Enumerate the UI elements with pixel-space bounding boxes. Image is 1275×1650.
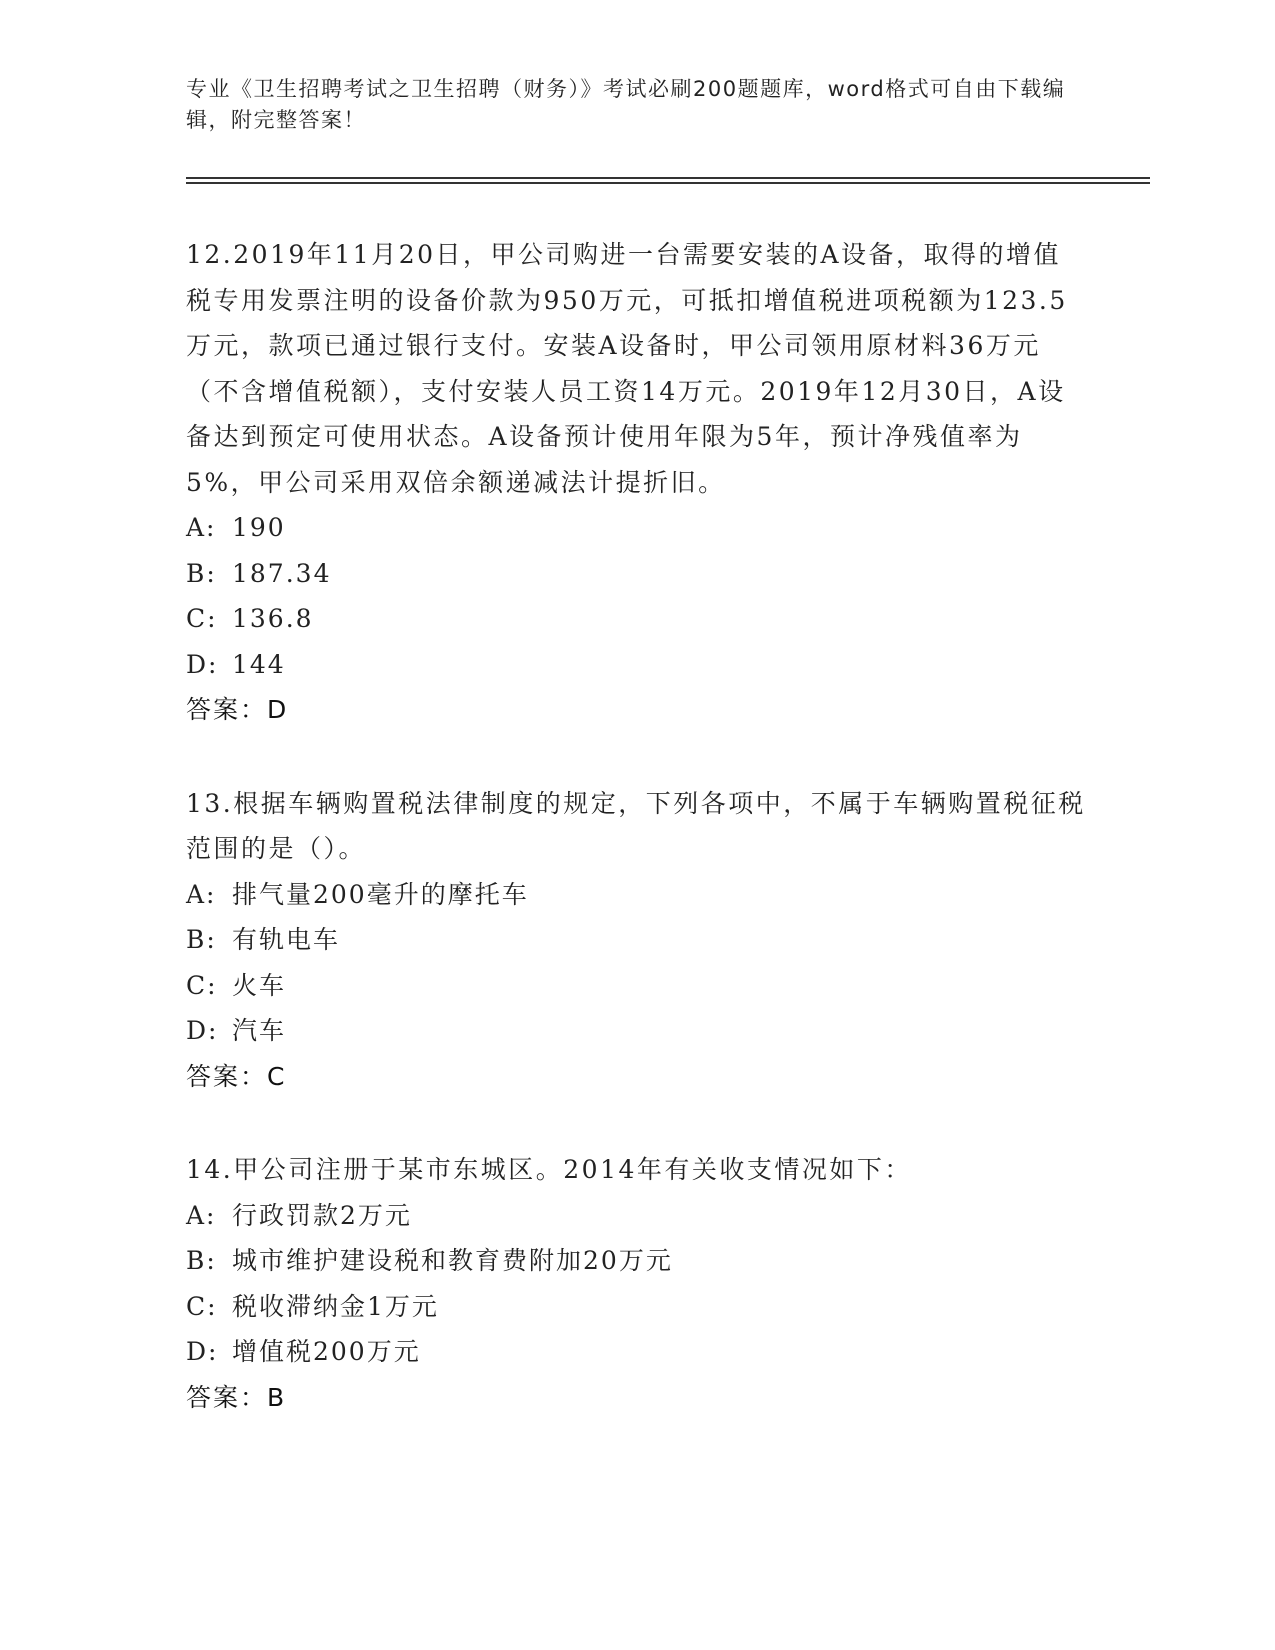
option-b xyxy=(186,1238,1086,1284)
option-value: 187.34 xyxy=(232,558,332,588)
option-value: 行政罚款2万元 xyxy=(232,1200,412,1230)
option-key: D: xyxy=(186,1337,219,1366)
option-key: A: xyxy=(186,513,217,542)
question-13 xyxy=(186,781,1086,1100)
question-14 xyxy=(186,1147,1086,1420)
option-value: 136.8 xyxy=(232,604,314,633)
option-value: 汽车 xyxy=(232,1016,287,1045)
option-a xyxy=(186,872,1086,918)
header-divider-bottom xyxy=(186,182,1150,184)
document-header: 专业《卫生招聘考试之卫生招聘（财务）》考试必刷200题题库，word格式可自由下载编辑，附完整答案！ xyxy=(186,77,1066,132)
option-value: 有轨电车 xyxy=(232,925,341,954)
option-d xyxy=(186,642,1086,688)
option-key: B: xyxy=(186,925,217,954)
question-list xyxy=(186,232,1086,1468)
option-b xyxy=(186,917,1086,963)
answer-label: 答案：B xyxy=(186,1382,287,1412)
option-c xyxy=(186,596,1086,642)
option-value: 火车 xyxy=(232,970,287,1000)
option-key: A: xyxy=(186,879,217,909)
option-value: 增值税200万元 xyxy=(232,1337,421,1366)
option-key: D: xyxy=(186,649,219,679)
option-key: A: xyxy=(186,1200,217,1230)
answer-label: 答案：D xyxy=(186,695,289,724)
option-c xyxy=(186,963,1086,1009)
question-text: 14.甲公司注册于某市东城区。2014年有关收支情况如下： xyxy=(186,1155,912,1184)
option-key: D: xyxy=(186,1016,219,1045)
option-a xyxy=(186,505,1086,551)
option-value: 排气量200毫升的摩托车 xyxy=(232,879,529,909)
option-value: 城市维护建设税和教育费附加20万元 xyxy=(232,1246,673,1275)
option-a xyxy=(186,1193,1086,1239)
option-key: B: xyxy=(186,1246,217,1275)
option-b xyxy=(186,551,1086,597)
option-value: 190 xyxy=(232,513,286,542)
option-d xyxy=(186,1329,1086,1375)
option-key: C: xyxy=(186,604,218,633)
header-divider-top xyxy=(186,177,1150,179)
question-text: 12.2019年11月20日，甲公司购进一台需要安装的A设备，取得的增值税专用发票注明的设备价款为950万元，可抵扣增值税进项税额为123.5万元，款项已通过银行支付。安装A设备时，甲公司领用原材料36万元（不含增值税额），支付安装人员工资14万元。2019年12月30日，A设备达到预定可使用状态。A设备预计使用年限为5年，预计净残值率为5%，甲公司采用双倍余额递减法计提折旧。 xyxy=(186,240,1068,497)
answer-label: 答案：C xyxy=(186,1061,287,1091)
question-text: 13.根据车辆购置税法律制度的规定，下列各项中，不属于车辆购置税征税范围的是（）。 xyxy=(186,788,1086,863)
option-d xyxy=(186,1008,1086,1054)
question-12 xyxy=(186,232,1086,733)
option-key: B: xyxy=(186,558,217,588)
option-value: 税收滞纳金1万元 xyxy=(232,1291,439,1321)
option-value: 144 xyxy=(232,649,286,679)
option-c xyxy=(186,1284,1086,1330)
option-key: C: xyxy=(186,1291,218,1321)
option-key: C: xyxy=(186,970,218,1000)
